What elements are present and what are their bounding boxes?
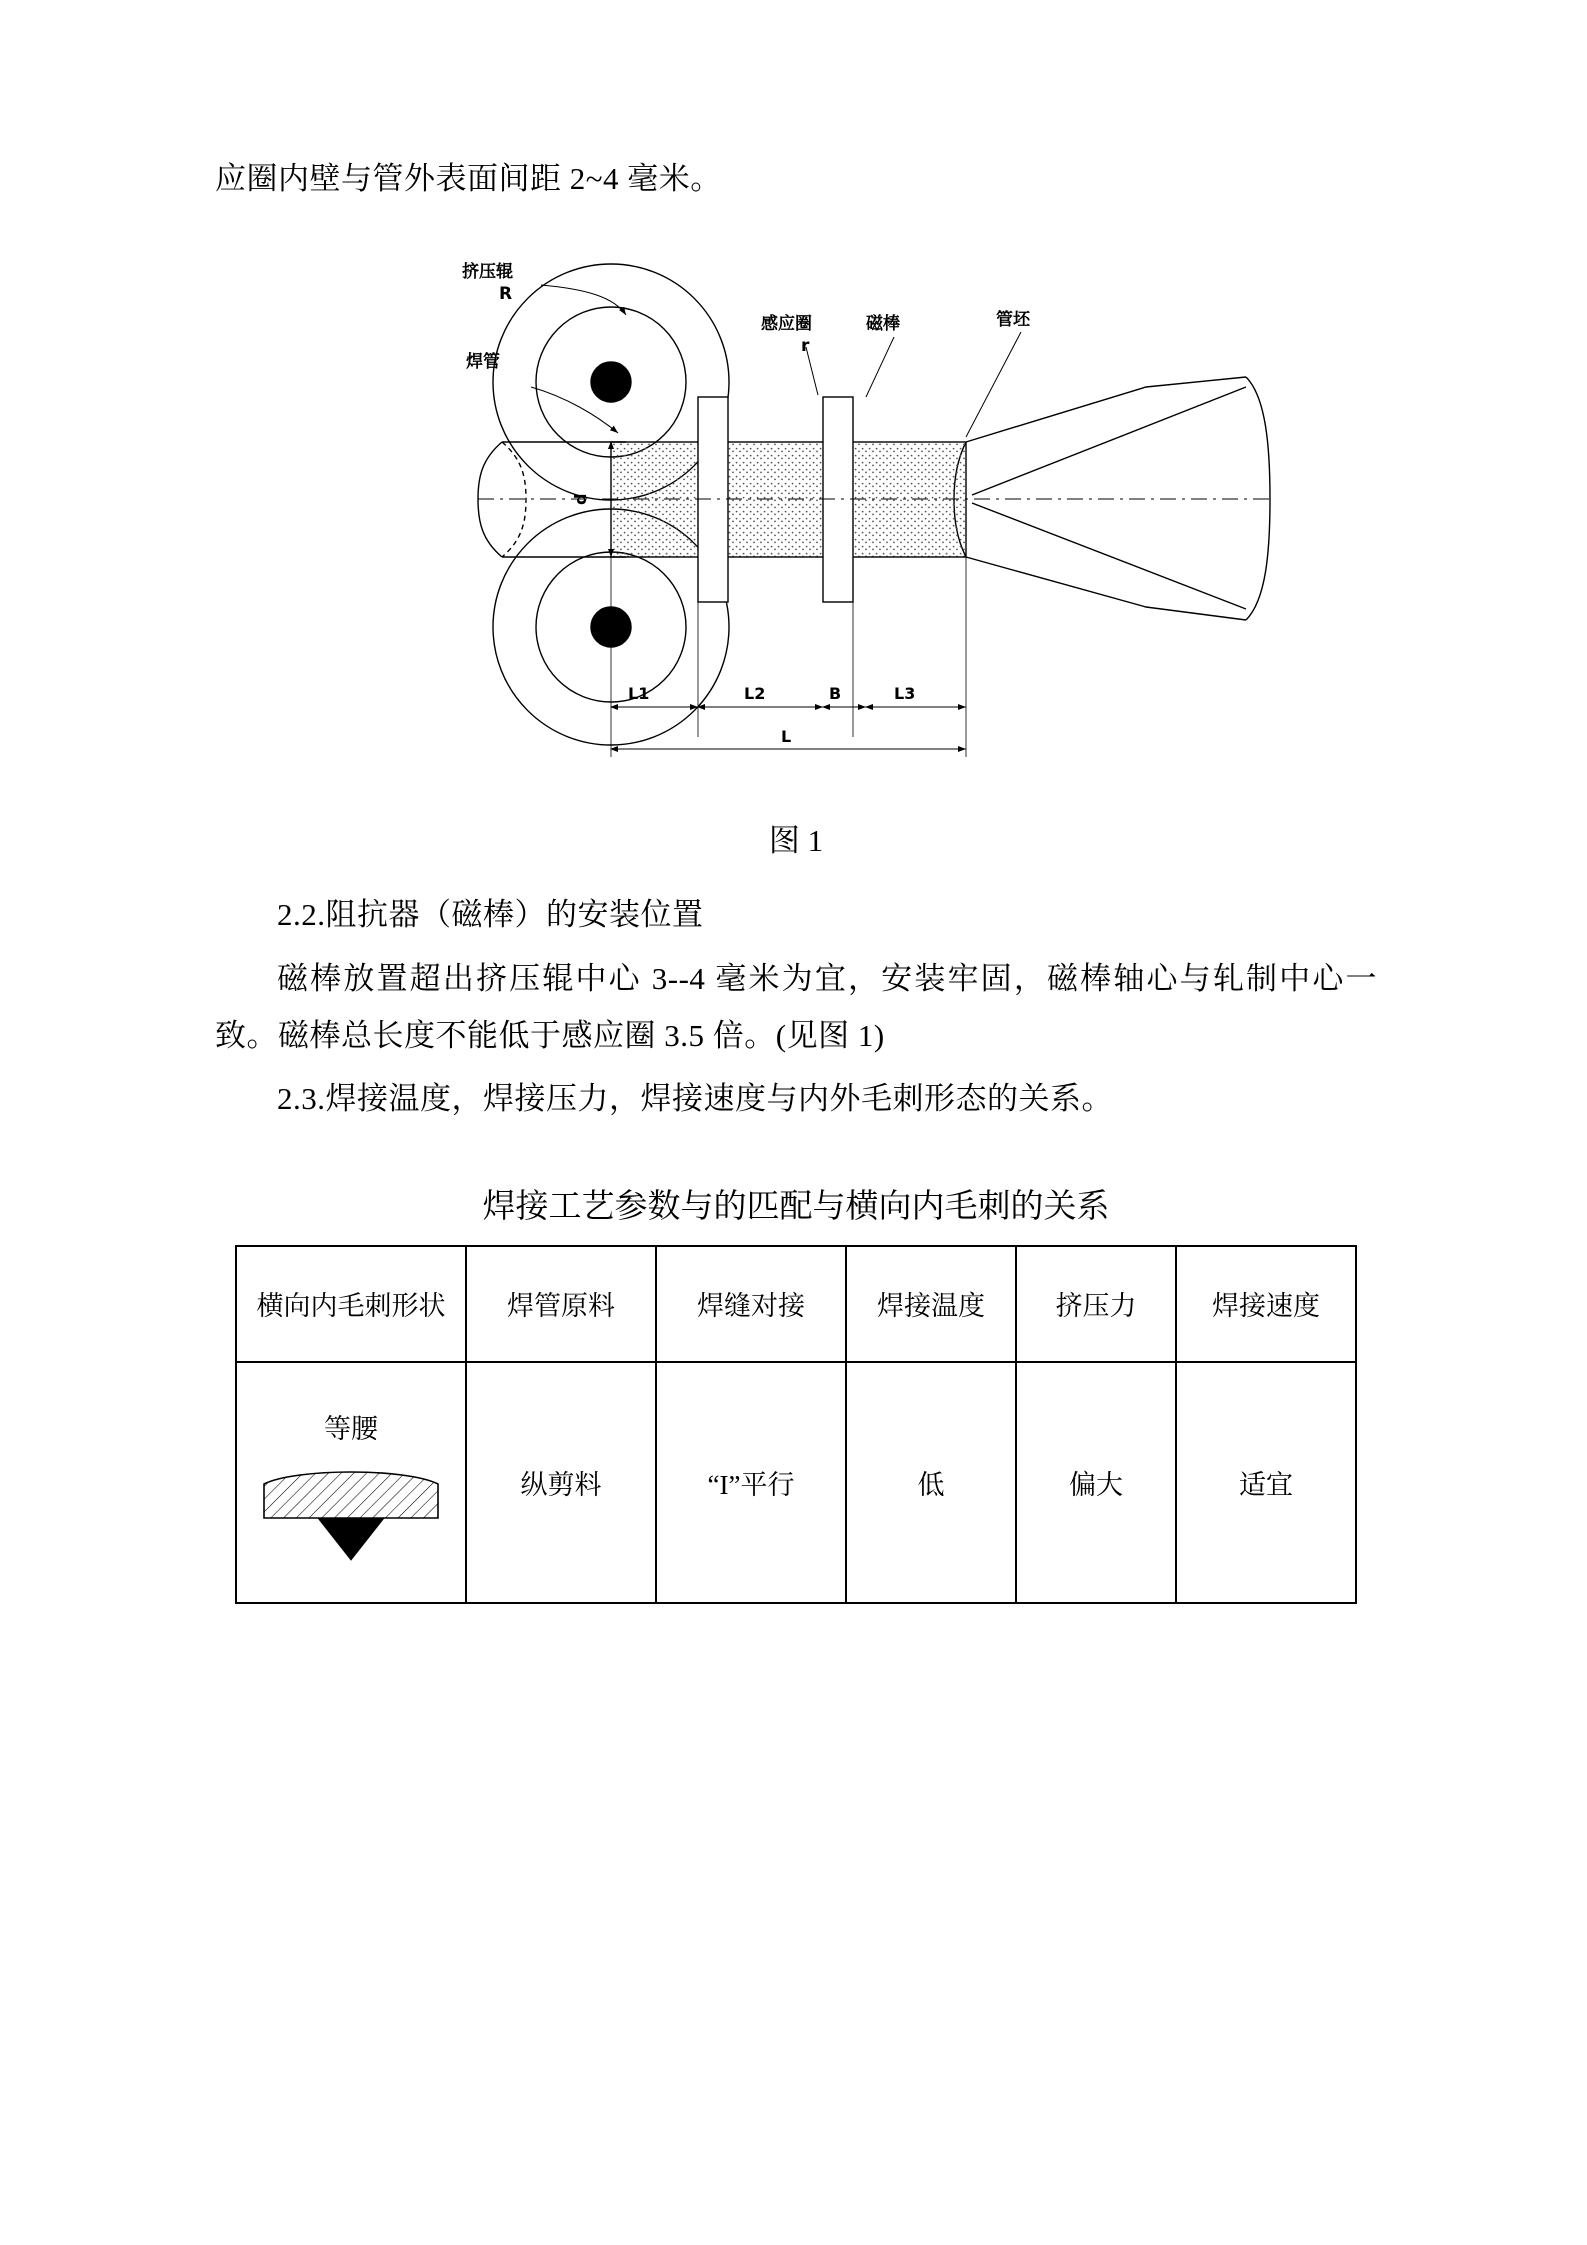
section-2-2-body: 磁棒放置超出挤压辊中心 3--4 毫米为宜，安装牢固，磁棒轴心与轧制中心一致。磁棒总长度不能低于感应圈 3.5 倍。(见图 1) — [215, 960, 1377, 1054]
label-induction-coil: 感应圈 — [761, 314, 812, 335]
label-squeeze-roll-sub: R — [499, 284, 513, 305]
label-welded-pipe: 焊管 — [466, 352, 500, 373]
table-header-cell: 焊接速度 — [1176, 1246, 1356, 1362]
table-cell: 适宜 — [1176, 1362, 1356, 1603]
parameter-table — [235, 1245, 1357, 1604]
table-header-cell: 横向内毛刺形状 — [236, 1246, 466, 1362]
top-paragraph: 应圈内壁与管外表面间距 2~4 毫米。 — [215, 161, 722, 196]
burr-shape-label: 等腰 — [324, 1413, 378, 1444]
figure-1-svg — [266, 237, 1326, 797]
table-header-row — [236, 1246, 1356, 1362]
table-header-cell: 焊管原料 — [466, 1246, 656, 1362]
figure-caption: 图 1 — [768, 823, 824, 859]
label-dim-d: d — [571, 493, 590, 506]
section-2-3-heading: 2.3.焊接温度，焊接压力，焊接速度与内外毛刺形态的关系。 — [277, 1081, 1113, 1117]
label-magnetic-rod: 磁棒 — [866, 314, 900, 335]
table-header-cell: 焊缝对接 — [656, 1246, 846, 1362]
label-dim-L3: L3 — [894, 684, 916, 704]
burr-shape-cell — [236, 1362, 466, 1603]
isosceles-burr-icon — [256, 1456, 446, 1566]
table-header-cell: 焊接温度 — [846, 1246, 1016, 1362]
section-2-2-heading: 2.2.阻抗器（磁棒）的安装位置 — [277, 897, 704, 933]
table-header-cell: 挤压力 — [1016, 1246, 1176, 1362]
label-squeeze-roll: 挤压辊 — [462, 262, 513, 283]
figure-1 — [215, 237, 1377, 797]
label-dim-L2: L2 — [744, 684, 766, 704]
label-induction-coil-sub: r — [801, 336, 810, 357]
label-tube-blank: 管坯 — [996, 310, 1030, 331]
table-cell: 低 — [846, 1362, 1016, 1603]
label-dim-L1: L1 — [628, 684, 650, 704]
label-dim-B: B — [829, 684, 842, 704]
table-title: 焊接工艺参数与的匹配与横向内毛刺的关系 — [482, 1188, 1110, 1225]
table-cell: 偏大 — [1016, 1362, 1176, 1603]
table-cell: “I”平行 — [656, 1362, 846, 1603]
table-cell: 纵剪料 — [466, 1362, 656, 1603]
label-dim-L: L — [781, 727, 792, 747]
table-row — [236, 1362, 1356, 1603]
